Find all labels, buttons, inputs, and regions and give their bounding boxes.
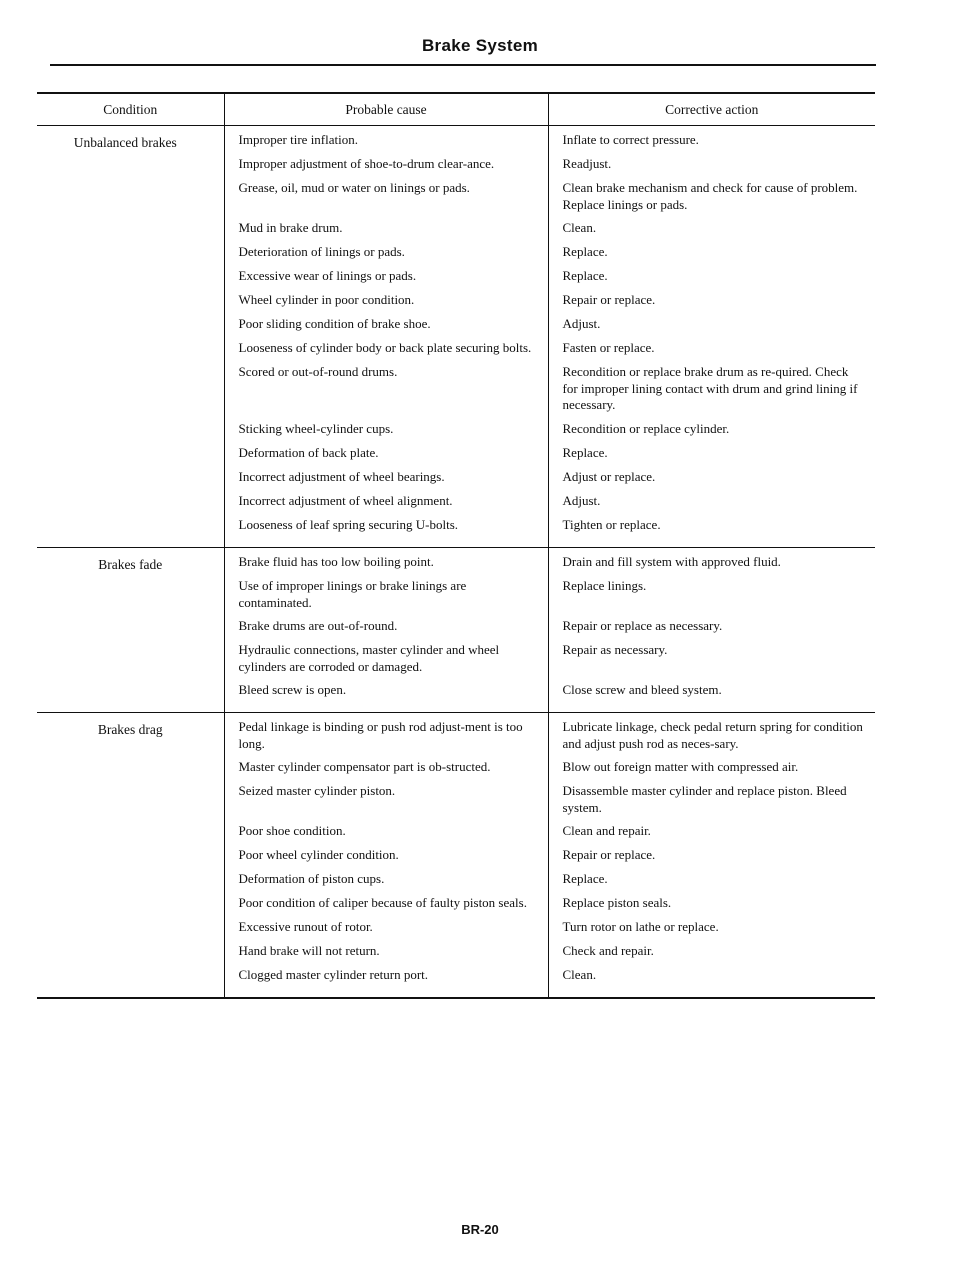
probable-cause-cell: [224, 713, 548, 999]
condition-label: Unbalanced brakes: [73, 135, 177, 150]
table-row: [37, 713, 875, 999]
corrective-action-item: Tighten or replace.: [562, 517, 661, 532]
corrective-action-item: Recondition or replace cylinder.: [562, 421, 730, 436]
corrective-action-list: [549, 713, 876, 997]
probable-cause-item: Bleed screw is open.: [238, 682, 347, 697]
corrective-action-item: Clean and repair.: [562, 823, 651, 838]
corrective-action-item: Close screw and bleed system.: [562, 682, 722, 697]
header-corrective-action: Corrective action: [548, 93, 875, 126]
condition-cell: [37, 713, 224, 999]
corrective-action-item: Replace piston seals.: [562, 895, 672, 910]
probable-cause-item: Excessive wear of linings or pads.: [238, 268, 417, 283]
corrective-action-item: Clean.: [562, 220, 597, 235]
probable-cause-item: Mud in brake drum.: [238, 220, 343, 235]
probable-cause-item: Incorrect adjustment of wheel alignment.: [238, 493, 453, 508]
probable-cause-item: Master cylinder compensator part is ob-structed.: [238, 759, 491, 774]
table-row: [37, 126, 875, 548]
troubleshooting-table: [37, 92, 875, 999]
probable-cause-item: Sticking wheel-cylinder cups.: [238, 421, 394, 436]
corrective-action-item: Repair or replace.: [562, 292, 656, 307]
corrective-action-item: Replace.: [562, 445, 608, 460]
troubleshooting-table-container: [37, 92, 875, 999]
probable-cause-list: [225, 548, 548, 712]
corrective-action-item: Inflate to correct pressure.: [562, 132, 699, 147]
header-condition: Condition: [37, 93, 224, 126]
corrective-action-item: Repair as necessary.: [562, 642, 668, 657]
probable-cause-item: Looseness of leaf spring securing U-bolts.: [238, 517, 459, 532]
corrective-action-cell: [548, 713, 875, 999]
probable-cause-item: Deformation of back plate.: [238, 445, 379, 460]
probable-cause-list: [225, 126, 548, 547]
corrective-action-item: Readjust.: [562, 156, 612, 171]
probable-cause-item: Poor shoe condition.: [238, 823, 346, 838]
corrective-action-item: Check and repair.: [562, 943, 654, 958]
probable-cause-item: Clogged master cylinder return port.: [238, 967, 429, 982]
condition-cell: [37, 548, 224, 713]
probable-cause-cell: [224, 126, 548, 548]
corrective-action-item: Recondition or replace brake drum as re-quired. Check for improper lining contact with drum and grind lining if necessary.: [562, 364, 858, 412]
corrective-action-item: Adjust.: [562, 316, 601, 331]
table-row: [37, 548, 875, 713]
probable-cause-item: Pedal linkage is binding or push rod adjust-ment is too long.: [238, 719, 523, 751]
probable-cause-item: Deformation of piston cups.: [238, 871, 385, 886]
header-rule: [50, 64, 876, 66]
condition-label: Brakes fade: [98, 557, 163, 572]
corrective-action-item: Replace.: [562, 244, 608, 259]
probable-cause-list: [225, 713, 548, 997]
corrective-action-item: Turn rotor on lathe or replace.: [562, 919, 719, 934]
probable-cause-item: Hand brake will not return.: [238, 943, 380, 958]
corrective-action-item: Clean brake mechanism and check for cause of problem. Replace linings or pads.: [562, 180, 858, 212]
corrective-action-list: [549, 548, 876, 712]
corrective-action-item: Adjust or replace.: [562, 469, 656, 484]
page-title: Brake System: [421, 36, 539, 55]
probable-cause-item: Poor sliding condition of brake shoe.: [238, 316, 431, 331]
probable-cause-item: Brake drums are out-of-round.: [238, 618, 398, 633]
corrective-action-item: Drain and fill system with approved fluid.: [562, 554, 781, 569]
condition-label: Brakes drag: [97, 722, 163, 737]
corrective-action-item: Disassemble master cylinder and replace piston. Bleed system.: [562, 783, 847, 815]
probable-cause-item: Wheel cylinder in poor condition.: [238, 292, 415, 307]
corrective-action-item: Repair or replace.: [562, 847, 656, 862]
corrective-action-cell: [548, 548, 875, 713]
probable-cause-item: Use of improper linings or brake linings are contaminated.: [238, 578, 467, 610]
corrective-action-item: Repair or replace as necessary.: [562, 618, 723, 633]
probable-cause-item: Hydraulic connections, master cylinder and wheel cylinders are corroded or damaged.: [238, 642, 500, 674]
probable-cause-item: Improper adjustment of shoe-to-drum clear-ance.: [238, 156, 495, 171]
table-header-row: [37, 93, 875, 126]
corrective-action-item: Lubricate linkage, check pedal return spring for condition and adjust push rod as neces-sary.: [562, 719, 863, 751]
probable-cause-item: Deterioration of linings or pads.: [238, 244, 405, 259]
corrective-action-list: [549, 126, 876, 547]
probable-cause-item: Incorrect adjustment of wheel bearings.: [238, 469, 445, 484]
probable-cause-item: Seized master cylinder piston.: [238, 783, 396, 798]
probable-cause-item: Poor condition of caliper because of faulty piston seals.: [238, 895, 527, 910]
corrective-action-cell: [548, 126, 875, 548]
condition-cell: [37, 126, 224, 548]
probable-cause-item: Improper tire inflation.: [238, 132, 358, 147]
corrective-action-item: Clean.: [562, 967, 597, 982]
table-body: [37, 126, 875, 999]
corrective-action-item: Blow out foreign matter with compressed air.: [562, 759, 799, 774]
corrective-action-item: Replace.: [562, 268, 608, 283]
page-number: BR-20: [461, 1222, 499, 1237]
probable-cause-item: Brake fluid has too low boiling point.: [238, 554, 434, 569]
corrective-action-item: Replace.: [562, 871, 608, 886]
corrective-action-item: Fasten or replace.: [562, 340, 655, 355]
probable-cause-item: Excessive runout of rotor.: [238, 919, 373, 934]
probable-cause-item: Poor wheel cylinder condition.: [238, 847, 399, 862]
header-probable-cause: Probable cause: [224, 93, 548, 126]
probable-cause-item: Grease, oil, mud or water on linings or pads.: [238, 180, 470, 195]
corrective-action-item: Replace linings.: [562, 578, 647, 593]
probable-cause-item: Looseness of cylinder body or back plate securing bolts.: [238, 340, 532, 355]
probable-cause-cell: [224, 548, 548, 713]
probable-cause-item: Scored or out-of-round drums.: [238, 364, 398, 379]
corrective-action-item: Adjust.: [562, 493, 601, 508]
